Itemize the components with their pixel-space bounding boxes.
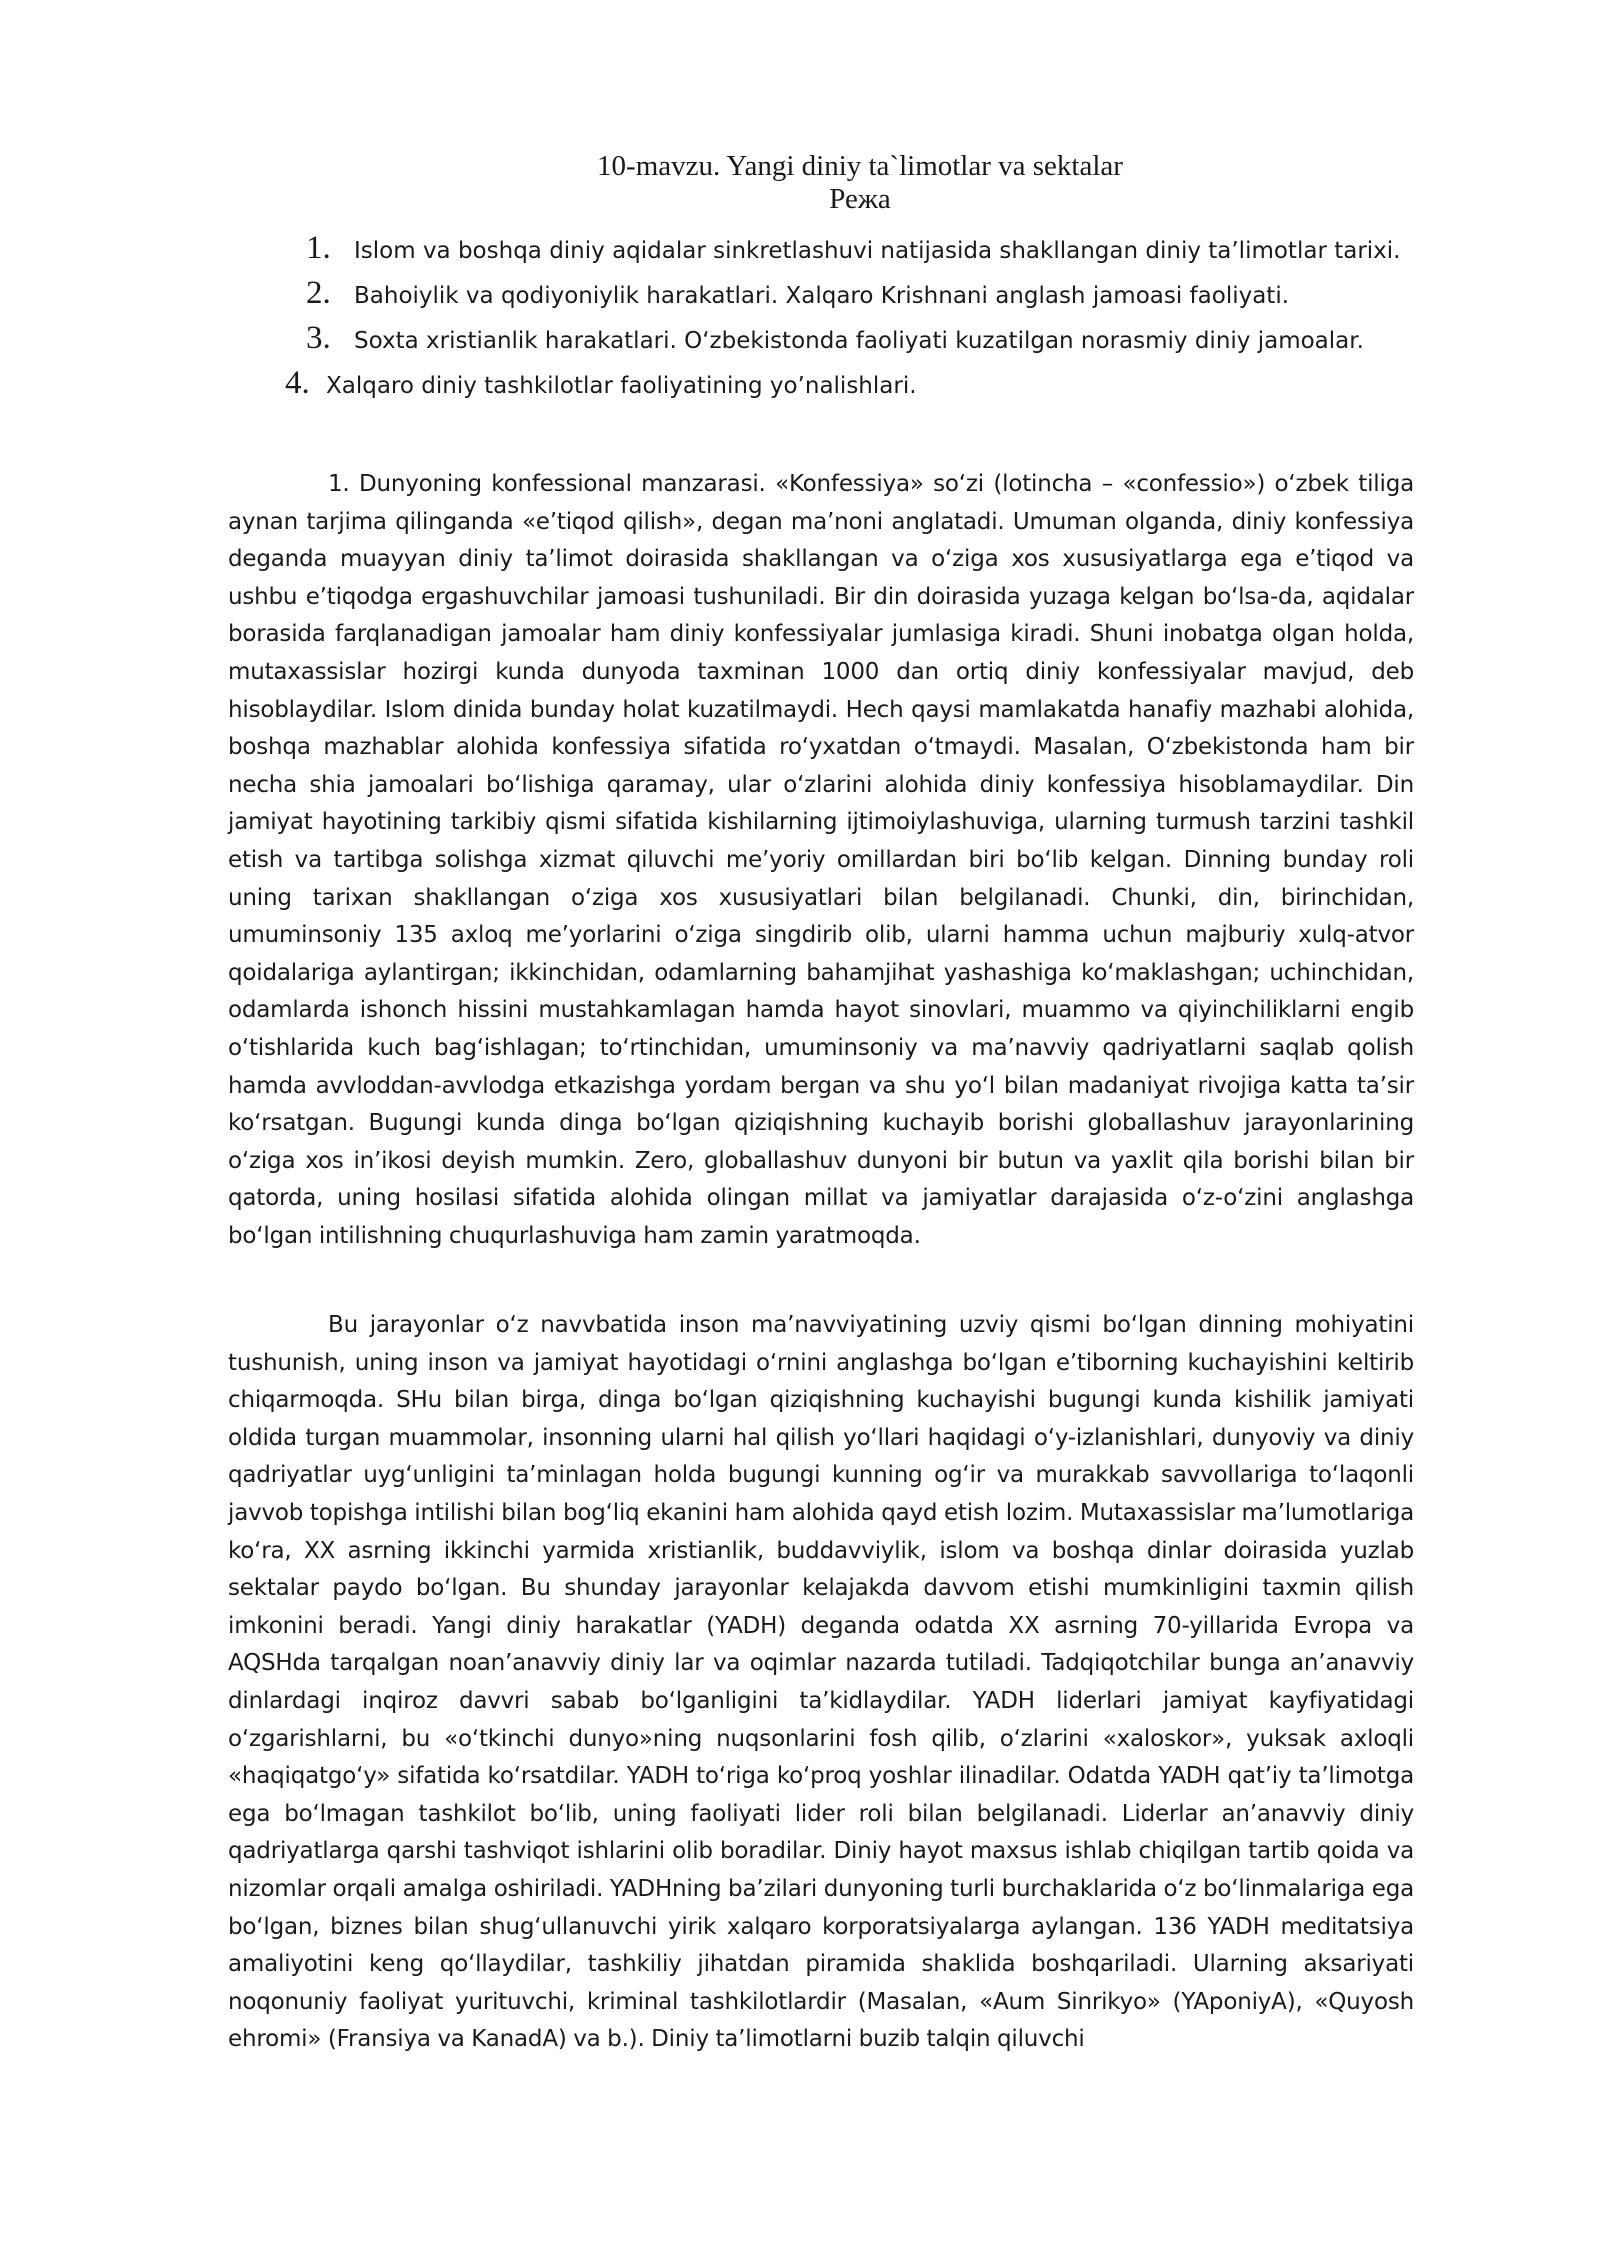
plan-item-text: Islom va boshqa diniy aqidalar sinkretlashuvi natijasida shakllangan diniy ta’limotlar tarixi. [354, 238, 1401, 264]
plan-item-text: Soxta xristianlik harakatlari. O‘zbekistonda faoliyati kuzatilgan norasmiy diniy jamoalar. [354, 328, 1364, 354]
plan-item-text: Xalqaro diniy tashkilotlar faoliyatining yo’nalishlari. [326, 373, 917, 399]
body-paragraph: 1. Dunyoning konfessional manzarasi. «Konfessiya» so‘zi (lotincha – «confessio») o‘zbek tiliga aynan tarjima qilinganda «e’tiqod qilish», degan ma’noni anglatadi. Umuman olganda, diniy konfessiya deganda muayyan diniy ta’limot doirasida shakllangan va o‘ziga xos xususiyatlarga ega e’tiqod va ushbu e’tiqodga ergashuvchilar jamoasi tushuniladi. Bir din doirasida yuzaga kelgan bo‘lsa-da, aqidalar borasida farqlanadigan jamoalar ham diniy konfessiyalar jumlasiga kiradi. Shuni inobatga olgan holda, mutaxassislar hozirgi kunda dunyoda taxminan 1000 dan ortiq diniy konfessiyalar mavjud, deb hisoblaydilar. Islom dinida bunday holat kuzatilmaydi. Hech qaysi mamlakatda hanafiy mazhabi alohida, boshqa mazhablar alohida konfessiya sifatida ro‘yxatdan o‘tmaydi. Masalan, O‘zbekistonda ham bir necha shia jamoalari bo‘lishiga qaramay, ular o‘zlarini alohida diniy konfessiya hisoblamaydilar. Din jamiyat hayotining tarkibiy qismi sifatida kishilarning ijtimoiylashuviga, ularning turmush tarzini tashkil etish va tartibga solishga xizmat qiluvchi me’yoriy omillardan biri bo‘lib kelgan. Dinning bunday roli uning tarixan shakllangan o‘ziga xos xususiyatlari bilan belgilanadi. Chunki, din, birinchidan, umuminsoniy 135 axloq me’yorlarini o‘ziga singdirib olib, ularni hamma uchun majburiy xulq-atvor qoidalariga aylantirgan; ikkinchidan, odamlarning bahamjihat yashashiga ko‘maklashgan; uchinchidan, odamlarda ishonch hissini mustahkamlagan hamda hayot sinovlari, muammo va qiyinchiliklarni engib o‘tishlarida kuch bag‘ishlagan; to‘rtinchidan, umuminsoniy va ma’navviy qadriyatlarni saqlab qolish hamda avvloddan-avvlodga etkazishga yordam bergan va shu yo‘l bilan madaniyat rivojiga katta ta’sir ko‘rsatgan. Bugungi kunda dinga bo‘lgan qiziqishning kuchayib borishi globallashuv jarayonlarining o‘ziga xos in’ikosi deyish mumkin. Zero, globallashuv dunyoni bir butun va yaxlit qila borishi bilan bir qatorda, uning hosilasi sifatida alohida olingan millat va jamiyatlar darajasida o‘z-o‘zini anglashga bo‘lgan intilishning chuqurlashuviga ham zamin yaratmoqda. [228, 471, 1414, 1249]
plan-item-number: 1. [306, 230, 331, 266]
plan-heading: Режа [829, 183, 891, 215]
plan-item-number: 3. [306, 320, 331, 356]
document-title: 10-mavzu. Yangi diniy ta`limotlar va sektalar [597, 150, 1123, 182]
plan-item-number: 4. [285, 365, 310, 401]
plan-item-text: Bahoiylik va qodiyoniylik harakatlari. Xalqaro Krishnani anglash jamoasi faoliyati. [354, 283, 1290, 309]
body-paragraph: Bu jarayonlar o‘z navvbatida inson ma’navviyatining uzviy qismi bo‘lgan dinning mohiyatini tushunish, uning inson va jamiyat hayotidagi o‘rnini anglashga bo‘lgan e’tiborning kuchayishini keltirib chiqarmoqda. SHu bilan birga, dinga bo‘lgan qiziqishning kuchayishi bugungi kunda kishilik jamiyati oldida turgan muammolar, insonning ularni hal qilish yo‘llari haqidagi o‘y-izlanishlari, dunyoviy va diniy qadriyatlar uyg‘unligini ta’minlagan holda bugungi kunning og‘ir va murakkab savvollariga to‘laqonli javvob topishga intilishi bilan bog‘liq ekanini ham alohida qayd etish lozim. Mutaxassislar ma’lumotlariga ko‘ra, XX asrning ikkinchi yarmida xristianlik, buddavviylik, islom va boshqa dinlar doirasida yuzlab sektalar paydo bo‘lgan. Bu shunday jarayonlar kelajakda davvom etishi mumkinligini taxmin qilish imkonini beradi. Yangi diniy harakatlar (YADH) deganda odatda XX asrning 70-yillarida Evropa va AQSHda tarqalgan noan’anavviy diniy lar va oqimlar nazarda tutiladi. Tadqiqotchilar bunga an’anavviy dinlardagi inqiroz davvri sabab bo‘lganligini ta’kidlaydilar. YADH liderlari jamiyat kayfiyatidagi o‘zgarishlarni, bu «o‘tkinchi dunyo»ning nuqsonlarini fosh qilib, o‘zlarini «xaloskor», yuksak axloqli «haqiqatgo‘y» sifatida ko‘rsatdilar. YADH to‘riga ko‘proq yoshlar ilinadilar. Odatda YADH qat’iy ta’limotga ega bo‘lmagan tashkilot bo‘lib, uning faoliyati lider roli bilan belgilanadi. Liderlar an’anavviy diniy qadriyatlarga qarshi tashviqot ishlarini olib boradilar. Diniy hayot maxsus ishlab chiqilgan tartib qoida va nizomlar orqali amalga oshiriladi. YADHning ba’zilari dunyoning turli burchaklarida o‘z bo‘linmalariga ega bo‘lgan, biznes bilan shug‘ullanuvchi yirik xalqaro korporatsiyalarga aylangan. 136 YADH meditatsiya amaliyotini keng qo‘llaydilar, tashkiliy jihatdan piramida shaklida boshqariladi. Ularning aksariyati noqonuniy faoliyat yurituvchi, kriminal tashkilotlardir (Masalan, «Aum Sinrikyo» (YAponiyA), «Quyosh ehromi» (Fransiya va KanadA) va b.). Diniy ta’limotlarni buzib talqin qiluvchi [228, 1312, 1414, 2053]
plan-item-number: 2. [306, 275, 331, 311]
